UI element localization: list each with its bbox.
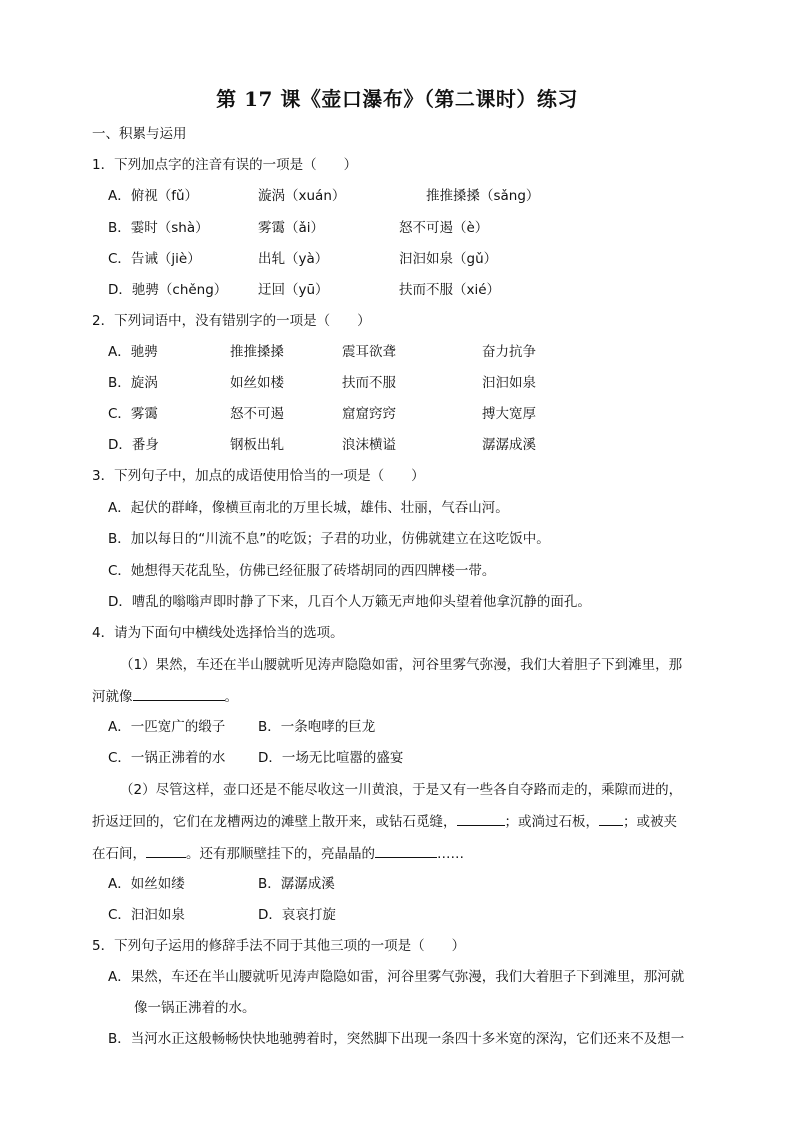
q1-option-b-2: 雾霭（ǎi） — [258, 220, 325, 236]
q2-option-c-3: 窟窟窍窍 — [342, 406, 396, 422]
q1-option-a-3: 推推搡搡（sǎng） — [426, 188, 540, 204]
q1-option-c-3: 汩汩如泉（gǔ） — [399, 251, 498, 267]
q3-option-c: C．她想得天花乱坠，仿佛已经征服了砖塔胡同的西四牌楼一带。 — [108, 563, 496, 579]
q2-option-b-4: 汩汩如泉 — [482, 375, 536, 391]
q4-p1-option-c: C．一锅正沸着的水 — [108, 750, 226, 766]
q3-option-b: B．加以每日的“川流不息”的吃饭；子君的功业，仿佛就建立在这吃饭中。 — [108, 531, 550, 547]
q4-p2-option-c: C．汩汩如泉 — [108, 907, 185, 923]
q2-option-a-2: 推推搡搡 — [230, 344, 284, 360]
q1-option-d-1: D．驰骋（chěng） — [108, 282, 228, 298]
q2-option-a-3: 震耳欲聋 — [342, 344, 396, 360]
answer-blank — [133, 686, 225, 701]
answer-blank — [457, 811, 505, 826]
question-5-stem: 5．下列句子运用的修辞手法不同于其他三项的一项是（ ） — [92, 938, 466, 954]
q1-option-a-1: A．俯视（fǔ） — [108, 188, 199, 204]
q5-option-b-line1: B．当河水正这般畅畅快快地驰骋着时，突然脚下出现一条四十多米宽的深沟，它们还来不及想一 — [108, 1031, 685, 1047]
q4-part2-text-f: …… — [437, 846, 464, 862]
question-3-stem: 3．下列句子中，加点的成语使用恰当的一项是（ ） — [92, 468, 425, 484]
q5-option-a-line1: A．果然，车还在半山腰就听见涛声隐隐如雷，河谷里雾气弥漫，我们大着胆子下到滩里，那河就 — [108, 969, 685, 985]
q1-option-c-2: 出轧（yà） — [258, 251, 329, 267]
question-4-stem: 4．请为下面句中横线处选择恰当的选项。 — [92, 625, 344, 641]
q2-option-c-2: 怒不可遏 — [230, 406, 284, 422]
q4-p1-option-d: D．一场无比喧嚣的盛宴 — [258, 750, 404, 766]
q2-option-c-4: 搏大宽厚 — [482, 406, 536, 422]
q4-p2-option-a: A．如丝如缕 — [108, 876, 185, 892]
q4-part2-line3 — [92, 843, 464, 864]
section-heading: 一、积累与运用 — [92, 126, 187, 142]
q4-part2-text-b: ；或淌过石板， — [504, 814, 599, 830]
q4-p1-option-b: B．一条咆哮的巨龙 — [258, 719, 376, 735]
q5-option-a-line2: 像一锅正沸着的水。 — [134, 1000, 256, 1016]
q2-option-b-2: 如丝如楼 — [230, 375, 284, 391]
q4-part2-text-a: 折返迂回的，它们在龙槽两边的滩壁上散开来，或钻石觅缝， — [92, 814, 457, 830]
q4-part2-text-c: ；或被夹 — [623, 814, 677, 830]
q2-option-d-3: 浪沫横谥 — [342, 437, 396, 453]
q2-option-d-1: D．番身 — [108, 437, 159, 453]
answer-blank — [375, 843, 437, 858]
q1-option-b-3: 怒不可遏（è） — [399, 220, 489, 236]
q4-part1-text: 河就像 — [92, 689, 133, 705]
q4-part1-end: 。 — [224, 689, 238, 705]
q4-part2-line2 — [92, 811, 677, 832]
q4-part2-line1: （2）尽管这样，壶口还是不能尽收这一川黄浪，于是又有一些各自夺路而走的，乘隙而进的， — [120, 782, 683, 798]
q4-part1-line2 — [92, 686, 238, 707]
question-2-stem: 2．下列词语中，没有错别字的一项是（ ） — [92, 313, 371, 329]
q4-p2-option-b: B．潺潺成溪 — [258, 876, 335, 892]
q1-option-d-2: 迂回（yū） — [258, 282, 329, 298]
q2-option-b-3: 扶而不服 — [342, 375, 396, 391]
q4-p2-option-d: D．哀哀打旋 — [258, 907, 336, 923]
q2-option-c-1: C．雾霭 — [108, 406, 158, 422]
q1-option-b-1: B．霎时（shà） — [108, 220, 209, 236]
q2-option-d-2: 钢板出轧 — [230, 437, 284, 453]
answer-blank — [146, 843, 186, 858]
q1-option-a-2: 漩涡（xuán） — [258, 188, 346, 204]
question-1-stem: 1．下列加点字的注音有误的一项是（ ） — [92, 157, 358, 173]
q1-option-c-1: C．告诫（jiè） — [108, 251, 201, 267]
q4-part1-line1: （1）果然，车还在半山腰就听见涛声隐隐如雷，河谷里雾气弥漫，我们大着胆子下到滩里，那 — [120, 657, 683, 673]
q2-option-a-1: A．驰骋 — [108, 344, 158, 360]
q4-part2-text-d: 在石间， — [92, 846, 146, 862]
q2-option-a-4: 奋力抗争 — [482, 344, 536, 360]
q4-p1-option-a: A．一匹宽广的缎子 — [108, 719, 226, 735]
q2-option-d-4: 潺潺成溪 — [482, 437, 536, 453]
q3-option-d: D．嘈乱的嗡嗡声即时静了下来，几百个人万籁无声地仰头望着他拿沉静的面孔。 — [108, 594, 591, 610]
q3-option-a: A．起伏的群峰，像横亘南北的万里长城，雄伟、壮丽，气吞山河。 — [108, 500, 509, 516]
answer-blank — [599, 811, 623, 826]
q4-part2-text-e: 。还有那顺壁挂下的，亮晶晶的 — [186, 846, 375, 862]
q1-option-d-3: 扶而不服（xié） — [399, 282, 501, 298]
q2-option-b-1: B．旋涡 — [108, 375, 158, 391]
page-title: 第 17 课《壶口瀑布》（第二课时）练习 — [216, 87, 578, 111]
